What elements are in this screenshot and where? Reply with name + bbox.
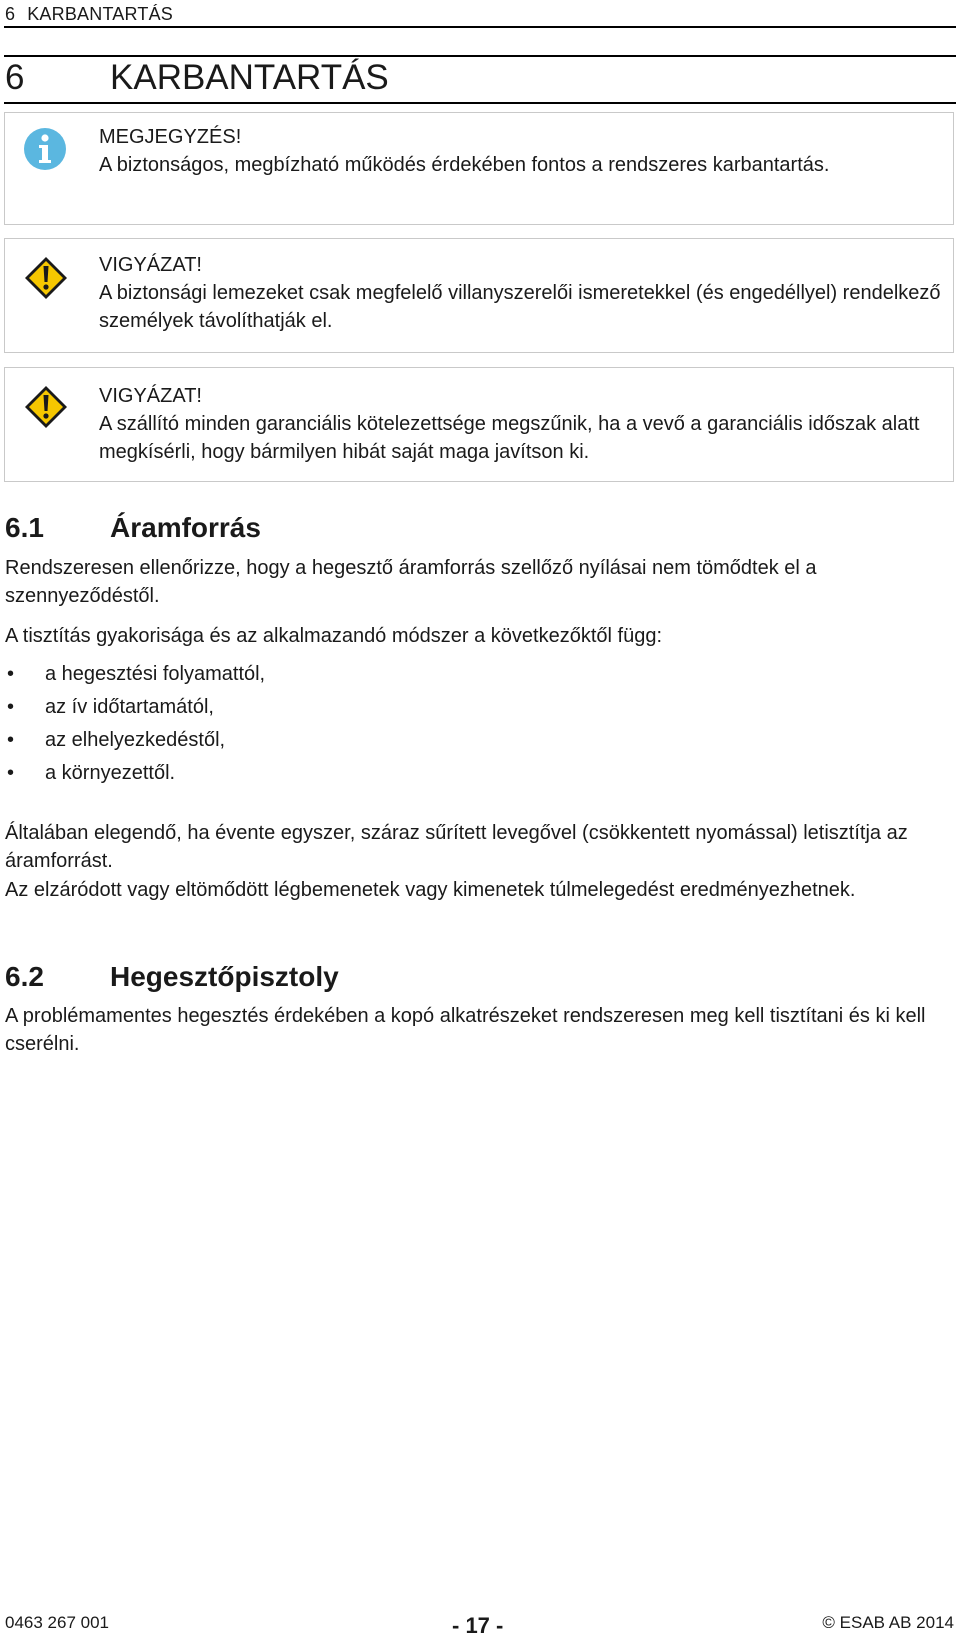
list-item-text: az ív időtartamától, xyxy=(45,696,214,718)
bullet-icon: • xyxy=(7,663,15,685)
note-box xyxy=(4,112,954,225)
warning-box xyxy=(4,238,954,353)
footer-copyright: © ESAB AB 2014 xyxy=(822,1613,954,1632)
bullet-icon: • xyxy=(7,696,15,718)
warning-label: VIGYÁZAT! xyxy=(99,385,202,407)
info-icon xyxy=(23,127,67,176)
chapter-rule-top xyxy=(4,55,956,57)
running-header xyxy=(5,4,173,25)
warning-label: VIGYÁZAT! xyxy=(99,254,202,276)
running-header-number: 6 xyxy=(5,4,16,24)
note-text: A biztonságos, megbízható működés érdekében fontos a rendszeres karbantartás. xyxy=(99,154,830,176)
warning-text: A biztonsági lemezeket csak megfelelő villanyszerelői ismeretekkel (és engedéllyel) rendelkező személyek távolíthatják el. xyxy=(99,282,941,332)
chapter-title xyxy=(5,58,389,98)
bullet-icon: • xyxy=(7,762,15,784)
section-number: 6.2 xyxy=(5,961,44,992)
section-title: Hegesztőpisztoly xyxy=(110,961,339,992)
footer-doc-number: 0463 267 001 xyxy=(5,1613,109,1632)
warning-box xyxy=(4,367,954,482)
list-item xyxy=(5,693,265,726)
warning-icon xyxy=(23,384,69,435)
paragraph: A tisztítás gyakorisága és az alkalmazandó módszer a következőktől függ: xyxy=(5,625,663,647)
list-item-text: a környezettől. xyxy=(45,762,176,784)
paragraph: Az elzáródott vagy eltömődött légbemenetek vagy kimenetek túlmelegedést eredményezhetnek. xyxy=(5,879,856,901)
paragraph: A problémamentes hegesztés érdekében a kopó alkatrészeket rendszeresen meg kell tisztítani és ki kell cserélni. xyxy=(5,1005,926,1055)
note-label: MEGJEGYZÉS! xyxy=(99,126,242,148)
paragraph: Általában elegendő, ha évente egyszer, száraz sűrített levegővel (csökkentett nyomással) letisztítja az áramforrást. xyxy=(5,822,908,872)
bullet-icon: • xyxy=(7,729,15,751)
list-item xyxy=(5,726,265,759)
header-rule xyxy=(4,26,956,28)
warning-icon xyxy=(23,255,69,306)
chapter-title-text: KARBANTARTÁS xyxy=(110,58,389,97)
running-header-title: KARBANTARTÁS xyxy=(27,4,173,24)
chapter-rule-bottom xyxy=(4,102,956,104)
paragraph: Rendszeresen ellenőrizze, hogy a hegesztő áramforrás szellőző nyílásai nem tömődtek el a szennyeződéstől. xyxy=(5,557,817,607)
section-number: 6.1 xyxy=(5,512,44,543)
section-heading-power-source xyxy=(5,512,261,544)
bullet-list xyxy=(5,660,265,792)
list-item xyxy=(5,759,265,792)
warning-text: A szállító minden garanciális kötelezettsége megszűnik, ha a vevő a garanciális időszak alatt megkísérli, hogy bármilyen hibát saját maga javítson ki. xyxy=(99,413,920,463)
section-heading-welding-gun xyxy=(5,961,339,993)
section-title: Áramforrás xyxy=(110,512,261,543)
list-item-text: az elhelyezkedéstől, xyxy=(45,729,226,751)
footer-page-number: - 17 - xyxy=(452,1613,504,1638)
list-item xyxy=(5,660,265,693)
list-item-text: a hegesztési folyamattól, xyxy=(45,663,266,685)
chapter-number: 6 xyxy=(5,58,25,97)
